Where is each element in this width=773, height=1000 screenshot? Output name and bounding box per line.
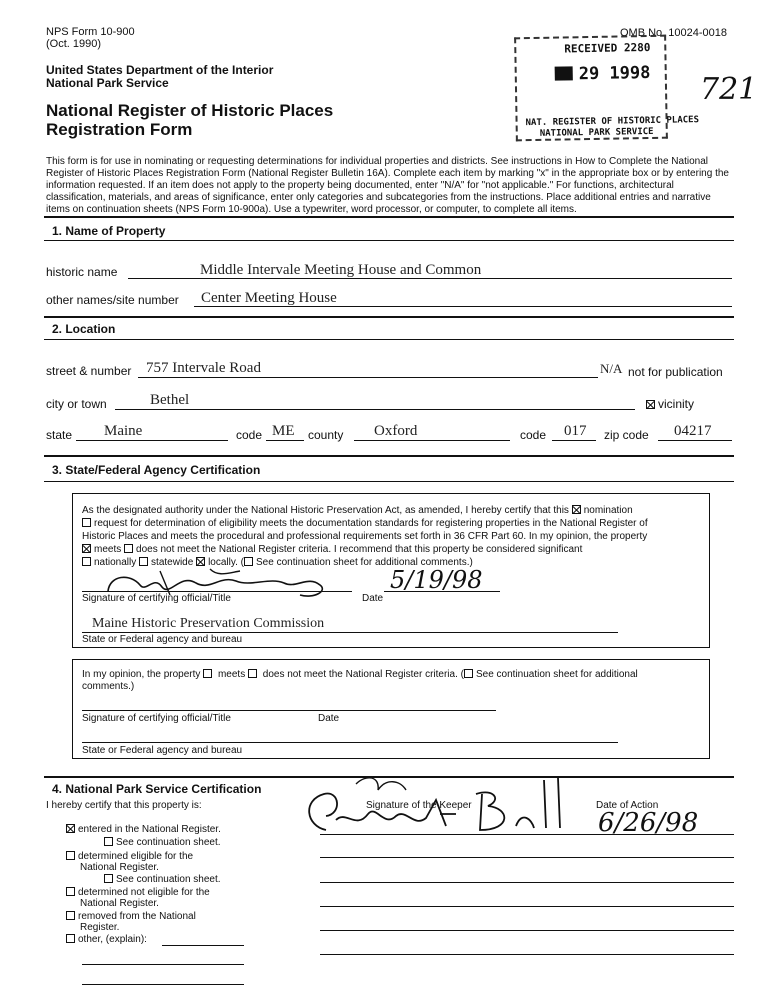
form-date: (Oct. 1990) (46, 38, 102, 50)
historic-name-label: historic name (46, 265, 118, 279)
request-checkbox[interactable] (82, 518, 91, 527)
eligible-checkbox[interactable] (66, 851, 75, 860)
form-title-line1: National Register of Historic Places (46, 101, 334, 120)
handwritten-number: 721 (700, 72, 758, 107)
see-cont2-item[interactable] (104, 874, 221, 885)
section1-rule (44, 216, 734, 218)
stamp-month-smudge (555, 66, 573, 80)
section3-heading: 3. State/Federal Agency Certification (52, 463, 261, 477)
vicinity-field[interactable] (646, 397, 694, 411)
other-item[interactable] (66, 934, 147, 945)
agency-value[interactable]: Maine Historic Preservation Commission (92, 616, 325, 631)
opinion-not-meet-checkbox[interactable] (248, 669, 257, 678)
opinion-text-a: In my opinion, the property (82, 669, 201, 680)
stamp-received: RECEIVED 2280 (564, 40, 651, 56)
keeper-line1 (320, 834, 734, 835)
section4-heading: 4. National Park Service Certification (52, 782, 262, 796)
removed-checkbox[interactable] (66, 911, 75, 920)
see-cont1-label: See continuation sheet. (116, 837, 221, 848)
cert-line4 (82, 544, 582, 555)
section2-rule (44, 316, 734, 318)
removed-label: removed from the National (78, 911, 196, 922)
date1-label: Date (362, 593, 384, 604)
city-value[interactable]: Bethel (150, 392, 190, 408)
state-line (76, 440, 228, 441)
other-line3 (82, 984, 244, 985)
opinion-continuation-checkbox[interactable] (464, 669, 473, 678)
does-not-meet-checkbox[interactable] (124, 544, 133, 553)
stamp-date: 29 1998 (578, 62, 651, 85)
other-line2 (82, 964, 244, 965)
city-line (115, 409, 635, 410)
county-value[interactable]: Oxford (374, 423, 418, 439)
zip-line (658, 440, 732, 441)
county-code-value[interactable]: 017 (564, 423, 587, 439)
sig1-label: Signature of certifying official/Title (82, 593, 231, 604)
state-label: state (46, 428, 73, 442)
opinion-line1 (82, 669, 638, 680)
entered-label: entered in the National Register. (78, 824, 221, 835)
nationally-checkbox[interactable] (82, 557, 91, 566)
sig2-label: Signature of certifying official/Title (82, 713, 231, 724)
historic-name-value[interactable]: Middle Intervale Meeting House and Common (200, 262, 482, 278)
statewide-label: statewide (151, 557, 194, 568)
other-line1 (162, 945, 244, 946)
certify-text: I hereby certify that this property is: (46, 800, 202, 811)
cert-line4-text: does not meet the National Register criteria. I recommend that this property be considered significant (136, 544, 583, 555)
nomination-label: nomination (583, 505, 633, 516)
form-number: NPS Form 10-900 (46, 26, 135, 38)
agency2-label: State or Federal agency and bureau (82, 745, 243, 756)
not-eligible-label2: National Register. (80, 898, 159, 909)
city-label: city or town (46, 397, 107, 411)
date-of-action-value[interactable]: 6/26/98 (598, 808, 699, 838)
nomination-checkbox[interactable] (572, 505, 581, 514)
section1-heading: 1. Name of Property (52, 224, 166, 238)
date2-label: Date (318, 713, 340, 724)
cert-line2 (82, 518, 648, 529)
section2-heading: 2. Location (52, 322, 116, 336)
section1-underrule (44, 240, 734, 241)
other-names-label: other names/site number (46, 293, 179, 307)
not-eligible-checkbox[interactable] (66, 887, 75, 896)
county-line (354, 440, 510, 441)
nfp-value[interactable]: N/A (600, 361, 623, 376)
cert-line2-text: request for determination of eligibility meets the documentation standards for registering properties in the National Register of (94, 518, 648, 529)
form-title-line2: Registration Form (46, 120, 193, 139)
section3-underrule (44, 481, 734, 482)
other-label: other, (explain): (78, 934, 147, 945)
cert-line3: Historic Places and meets the procedural and professional requirements set forth in 36 CFR Part 60. In my opinion, the property (82, 531, 648, 542)
see-cont2-label: See continuation sheet. (116, 874, 221, 885)
opinion-text-c: See continuation sheet for additional (475, 669, 638, 680)
opinion-meets-label: meets (217, 669, 246, 680)
opinion-line2: comments.) (82, 681, 135, 692)
zip-label: zip code (604, 428, 649, 442)
eligible-item[interactable] (66, 851, 193, 862)
state-code-label: code (236, 428, 263, 442)
vicinity-label: vicinity (658, 397, 695, 411)
date-of-action-label: Date of Action (596, 800, 659, 811)
street-label: street & number (46, 364, 132, 378)
county-code-label: code (520, 428, 547, 442)
meets-label: meets (94, 544, 122, 555)
service-name: National Park Service (46, 76, 169, 90)
state-code-line (266, 440, 304, 441)
section2-underrule (44, 339, 734, 340)
nfp-label: not for publication (628, 365, 723, 379)
received-stamp (514, 35, 700, 142)
meets-checkbox[interactable] (82, 544, 91, 553)
street-value[interactable]: 757 Intervale Road (146, 360, 261, 376)
stamp-line2: NATIONAL PARK SERVICE (539, 126, 654, 139)
stamp-line1: NAT. REGISTER OF HISTORIC PLACES (525, 115, 700, 129)
sig2-line (82, 710, 496, 711)
vicinity-checkbox[interactable] (646, 400, 655, 409)
cert-line1-text: As the designated authority under the National Historic Preservation Act, as amended, I hereby certify that this (82, 505, 569, 516)
not-eligible-item[interactable] (66, 887, 210, 898)
intro-text: This form is for use in nominating or requesting determinations for individual properties and districts. See instructions in How to Complete the National Register of Historic Places Registration Form (National Register Bulletin 16A). Complete each item by marking "x" in the appropriate box or by entering the information requested. If an item does not apply to the property being documented, enter "N/A" for "not applicable." For functions, architectural classification, materials, and areas of significance, enter only categories and subcategories from the instructions. Place additional entries and narrative items on continuation sheets (NPS Form 10-900a). Use a typewriter, word processor, or computer, to complete all items. (46, 156, 729, 215)
state-value[interactable]: Maine (104, 423, 143, 439)
keeper-sig-label: Signature of the Keeper (366, 800, 472, 811)
keeper-signature (296, 770, 576, 844)
department-name: United States Department of the Interior (46, 63, 274, 77)
eligible-label2: National Register. (80, 862, 159, 873)
date1-value[interactable]: 5/19/98 (390, 566, 483, 594)
see-cont1-item[interactable] (104, 837, 221, 848)
eligible-label: determined eligible for the (78, 851, 194, 862)
county-code-line (552, 440, 596, 441)
agency-label: State or Federal agency and bureau (82, 634, 243, 645)
keeper-line6 (320, 954, 734, 955)
sig1-line (82, 591, 352, 592)
other-names-value[interactable]: Center Meeting House (201, 290, 337, 306)
nationally-label: nationally (94, 557, 137, 568)
street-line (138, 377, 598, 378)
agency-line (82, 632, 618, 633)
section3-rule (44, 455, 734, 457)
removed-item[interactable] (66, 911, 196, 922)
locally-label: locally. ( (208, 557, 245, 568)
opinion-text-b: does not meet the National Register criteria. ( (262, 669, 464, 680)
entered-item[interactable] (66, 824, 221, 835)
opinion-meets-checkbox[interactable] (203, 669, 212, 678)
county-label: county (308, 428, 344, 442)
keeper-line4 (320, 906, 734, 907)
keeper-line2 (320, 857, 734, 858)
keeper-line3 (320, 882, 734, 883)
see-continuation-label: See continuation sheet for additional comments.) (256, 557, 473, 568)
zip-value[interactable]: 04217 (674, 423, 712, 439)
removed-label2: Register. (80, 922, 120, 933)
cert-line1 (82, 505, 633, 516)
not-eligible-label: determined not eligible for the (78, 887, 210, 898)
see-cont2-checkbox[interactable] (104, 874, 113, 883)
see-cont1-checkbox[interactable] (104, 837, 113, 846)
omb-number: OMB No. 10024-0018 (620, 27, 728, 39)
keeper-line5 (320, 930, 734, 931)
entered-checkbox[interactable] (66, 824, 75, 833)
agency2-line (82, 742, 618, 743)
other-checkbox[interactable] (66, 934, 75, 943)
state-code-value[interactable]: ME (272, 423, 295, 439)
